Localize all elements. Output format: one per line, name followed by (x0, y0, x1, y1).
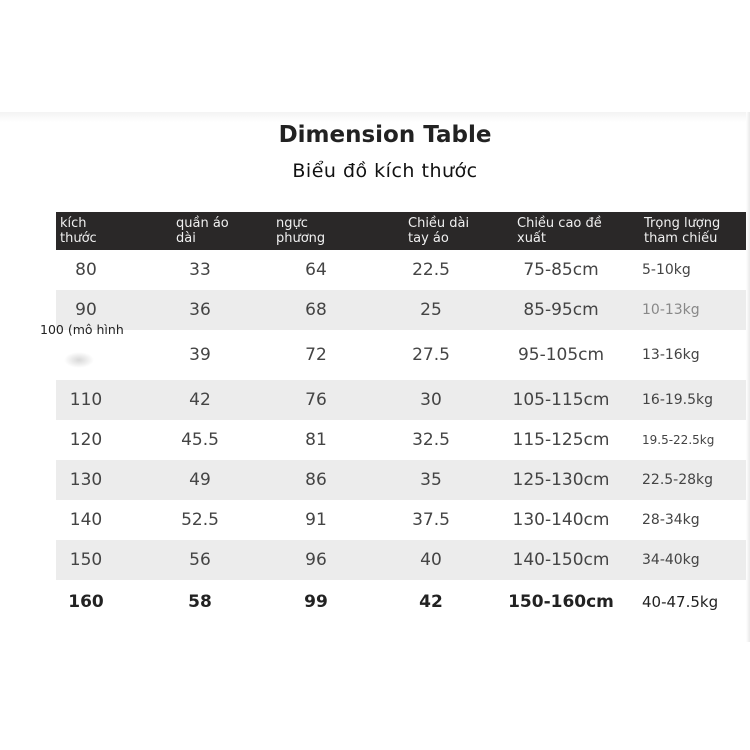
cell-weight: 10-13kg (642, 302, 700, 318)
table-row (56, 500, 746, 540)
cell-chest: 99 (304, 592, 328, 612)
cell-length: 42 (189, 390, 211, 410)
header-sleeve (408, 216, 469, 246)
cell-chest: 91 (305, 510, 327, 530)
cell-height: 115-125cm (512, 430, 610, 450)
cell-weight: 13-16kg (642, 347, 700, 363)
cell-size: 120 (69, 430, 103, 450)
table-row (56, 290, 746, 330)
cell-length: 45.5 (181, 430, 219, 450)
header-height-line1: Chiều cao đề (517, 216, 602, 231)
cell-sleeve: 32.5 (412, 430, 450, 450)
table-row (56, 420, 746, 460)
header-size-line2: thước (60, 231, 97, 246)
header-height-line2: xuất (517, 231, 546, 246)
cell-size: 80 (75, 260, 97, 280)
header-chest-line1: ngực (276, 216, 308, 231)
cell-sleeve: 42 (419, 592, 443, 612)
cell-weight: 40-47.5kg (642, 593, 719, 611)
table-header-row (56, 212, 746, 250)
header-chest (276, 216, 325, 246)
page-title: Dimension Table (278, 122, 492, 148)
cell-chest: 68 (305, 300, 327, 320)
cell-chest: 64 (305, 260, 327, 280)
header-length (176, 216, 229, 246)
cell-sleeve: 35 (420, 470, 442, 490)
page-subtitle: Biểu đồ kích thước (292, 160, 478, 182)
cell-height: 75-85cm (523, 260, 599, 280)
blurred-text (64, 352, 94, 368)
header-height (517, 216, 602, 246)
blank-top-area (0, 0, 750, 112)
cell-size: 100 (mô hình (40, 322, 124, 337)
cell-size: 130 (69, 470, 103, 490)
cell-weight: 34-40kg (642, 552, 700, 568)
cell-height: 130-140cm (512, 510, 610, 530)
header-weight (644, 216, 720, 246)
cell-sleeve: 27.5 (412, 345, 450, 365)
cell-length: 33 (189, 260, 211, 280)
header-length-line1: quần áo (176, 216, 229, 231)
cell-chest: 76 (305, 390, 327, 410)
header-sleeve-line1: Chiều dài (408, 216, 470, 231)
cell-size: 160 (68, 592, 104, 612)
header-length-line2: dài (176, 231, 196, 246)
header-chest-line2: phương (276, 231, 326, 246)
table-row (56, 460, 746, 500)
cell-length: 49 (189, 470, 211, 490)
table-row (56, 250, 746, 290)
header-sleeve-line2: tay áo (408, 231, 449, 246)
table-row (40, 322, 746, 380)
cell-height: 95-105cm (517, 345, 605, 365)
cell-sleeve: 30 (420, 390, 442, 410)
header-size-line1: kích (60, 216, 87, 231)
cell-height: 140-150cm (512, 550, 610, 570)
cell-height: 125-130cm (512, 470, 610, 490)
cell-weight: 28-34kg (642, 512, 700, 528)
cell-chest: 86 (305, 470, 327, 490)
cell-weight: 19.5-22.5kg (642, 433, 715, 447)
cell-weight: 22.5-28kg (642, 472, 714, 488)
cell-size: 140 (69, 510, 103, 530)
cell-weight: 16-19.5kg (642, 392, 714, 408)
cell-height: 85-95cm (523, 300, 599, 320)
table-row (56, 540, 746, 580)
cell-sleeve: 40 (420, 550, 442, 570)
header-size (60, 216, 97, 246)
table-row (56, 580, 746, 624)
dimension-table (40, 212, 746, 624)
cell-length: 39 (189, 345, 211, 365)
cell-weight: 5-10kg (642, 262, 691, 278)
image-right-edge (746, 112, 750, 642)
cell-length: 56 (189, 550, 211, 570)
cell-sleeve: 37.5 (412, 510, 450, 530)
cell-chest: 81 (305, 430, 327, 450)
header-weight-line2: tham chiếu (644, 231, 718, 246)
cell-length: 52.5 (181, 510, 219, 530)
cell-chest: 96 (305, 550, 327, 570)
cell-size-special (40, 322, 124, 380)
cell-sleeve: 25 (420, 300, 442, 320)
header-weight-line1: Trọng lượng (644, 216, 721, 231)
cell-height: 150-160cm (508, 592, 614, 612)
cell-chest: 72 (305, 345, 327, 365)
table-row (56, 380, 746, 420)
image-top-edge (0, 112, 750, 122)
cell-size: 150 (69, 550, 103, 570)
cell-size: 110 (69, 390, 103, 410)
cell-height: 105-115cm (512, 390, 610, 410)
cell-sleeve: 22.5 (412, 260, 450, 280)
cell-size: 90 (75, 300, 97, 320)
cell-length: 36 (189, 300, 211, 320)
cell-length: 58 (188, 592, 212, 612)
